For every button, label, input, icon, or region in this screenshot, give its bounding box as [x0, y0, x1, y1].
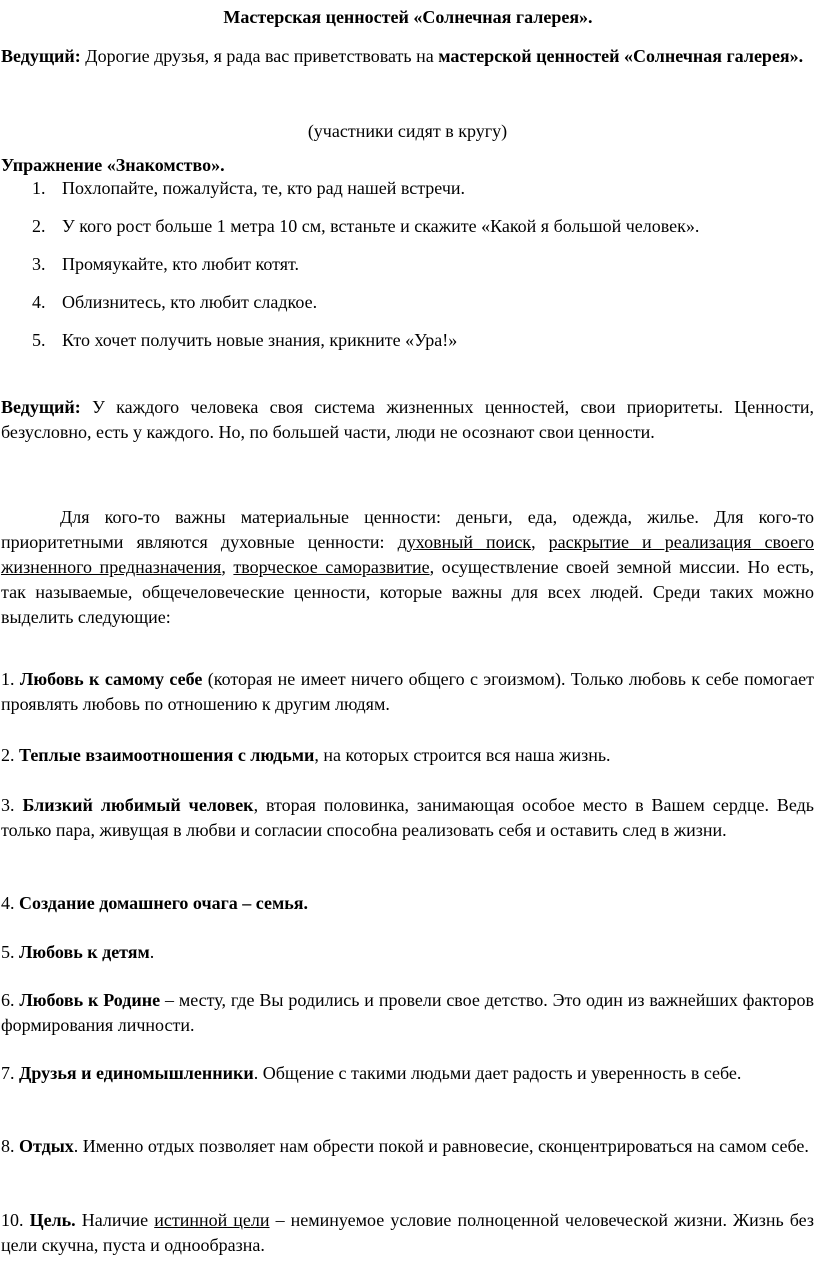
value-title: Цель.	[29, 1210, 76, 1230]
list-item-number: 3.	[32, 254, 46, 274]
value-item	[1, 891, 814, 916]
separator-text: ,	[531, 532, 549, 552]
value-item	[1, 988, 814, 1038]
underlined-text: раскрытие и реализация своего жизненного предназначения	[1, 532, 814, 577]
value-title: Любовь к самому себе	[19, 669, 203, 689]
host-paragraph	[1, 395, 814, 445]
list-item-text: Кто хочет получить новые знания, крикните «Ура!»	[62, 330, 458, 350]
value-number: 5.	[1, 942, 19, 962]
list-item-number: 5.	[32, 330, 46, 350]
value-item	[1, 743, 814, 768]
speaker-label: Ведущий:	[1, 46, 81, 66]
value-item	[1, 793, 814, 843]
value-text: .	[149, 942, 155, 962]
value-text: . Именно отдых позволяет нам обрести покой и равновесие, сконцентрироваться на самом себе.	[73, 1136, 809, 1156]
value-number: 2.	[1, 745, 19, 765]
paragraph-text: Для кого-то важны материальные ценности: деньги, еда, одежда, жилье. Для кого-то приоритетными являются духовные ценности:	[1, 507, 814, 552]
value-title: Друзья и единомышленники	[19, 1063, 254, 1083]
list-item-text: Промяукайте, кто любит котят.	[62, 254, 300, 274]
underlined-text: творческое саморазвитие	[233, 557, 430, 577]
value-title: Создание домашнего очага – семья.	[19, 893, 309, 913]
values-intro-paragraph	[1, 505, 814, 630]
value-title: Любовь к Родине	[19, 990, 161, 1010]
intro-text: Дорогие друзья, я рада вас приветствовать на	[80, 46, 439, 66]
list-item-text: У кого рост больше 1 метра 10 см, встаньте и скажите «Какой я большой человек».	[62, 216, 700, 236]
value-item	[1, 1134, 814, 1159]
value-number: 10.	[1, 1210, 30, 1230]
value-text: , вторая половинка, занимающая особое место в Вашем сердце. Ведь только пара, живущая в любви и согласии способна реализовать себя и оставить след в жизни.	[1, 795, 815, 840]
value-text: , на которых строится вся наша жизнь.	[314, 745, 611, 765]
underlined-text: духовный поиск	[397, 532, 532, 552]
intro-paragraph	[1, 44, 814, 69]
value-text: Наличие	[75, 1210, 155, 1230]
underlined-text: истинной цели	[154, 1210, 270, 1230]
list-item-text: Похлопайте, пожалуйста, те, кто рад нашей встречи.	[62, 178, 466, 198]
value-item	[1, 1208, 814, 1258]
value-number: 4.	[1, 893, 19, 913]
host-text: У каждого человека своя система жизненных ценностей, свои приоритеты. Ценности, безусловно, есть у каждого. Но, по большей части, люди не осознают свои ценности.	[1, 397, 814, 442]
speaker-label: Ведущий:	[1, 397, 81, 417]
list-item-text: Облизнитесь, кто любит сладкое.	[62, 292, 318, 312]
list-item-number: 2.	[32, 216, 46, 236]
paragraph-text: , осуществление своей земной миссии. Но есть, так называемые, общечеловеческие ценности, которые важны для всех людей. Среди таких можно выделить следующие:	[1, 557, 815, 627]
value-item	[1, 940, 814, 965]
value-item	[1, 1061, 814, 1086]
value-text: (которая не имеет ничего общего с эгоизмом). Только любовь к себе помогает проявлять любовь по отношению к другим людям.	[1, 669, 815, 714]
value-text: – месту, где Вы родились и провели свое детство. Это один из важнейших факторов формирования личности.	[1, 990, 814, 1035]
value-number: 7.	[1, 1063, 19, 1083]
value-number: 3.	[1, 795, 23, 815]
value-item	[1, 667, 814, 717]
stage-note: (участники сидят в кругу)	[307, 121, 508, 141]
value-title: Отдых	[19, 1136, 74, 1156]
value-title: Любовь к детям	[19, 942, 150, 962]
value-number: 6.	[1, 990, 20, 1010]
value-number: 8.	[1, 1136, 19, 1156]
value-title: Теплые взаимоотношения с людьми	[19, 745, 315, 765]
exercise-title: Упражнение «Знакомство».	[1, 155, 225, 175]
value-text: . Общение с такими людьми дает радость и уверенность в себе.	[253, 1063, 742, 1083]
intro-bold-text: мастерской ценностей «Солнечная галерея».	[438, 46, 804, 66]
list-item-number: 1.	[32, 178, 46, 198]
document-title: Мастерская ценностей «Солнечная галерея».	[223, 7, 593, 27]
separator-text: ,	[221, 557, 234, 577]
list-item-number: 4.	[32, 292, 46, 312]
value-text: – неминуемое условие полноценной человеческой жизни. Жизнь без цели скучна, пуста и однообразна.	[1, 1210, 815, 1255]
value-title: Близкий любимый человек	[22, 795, 254, 815]
value-number: 1.	[1, 669, 20, 689]
